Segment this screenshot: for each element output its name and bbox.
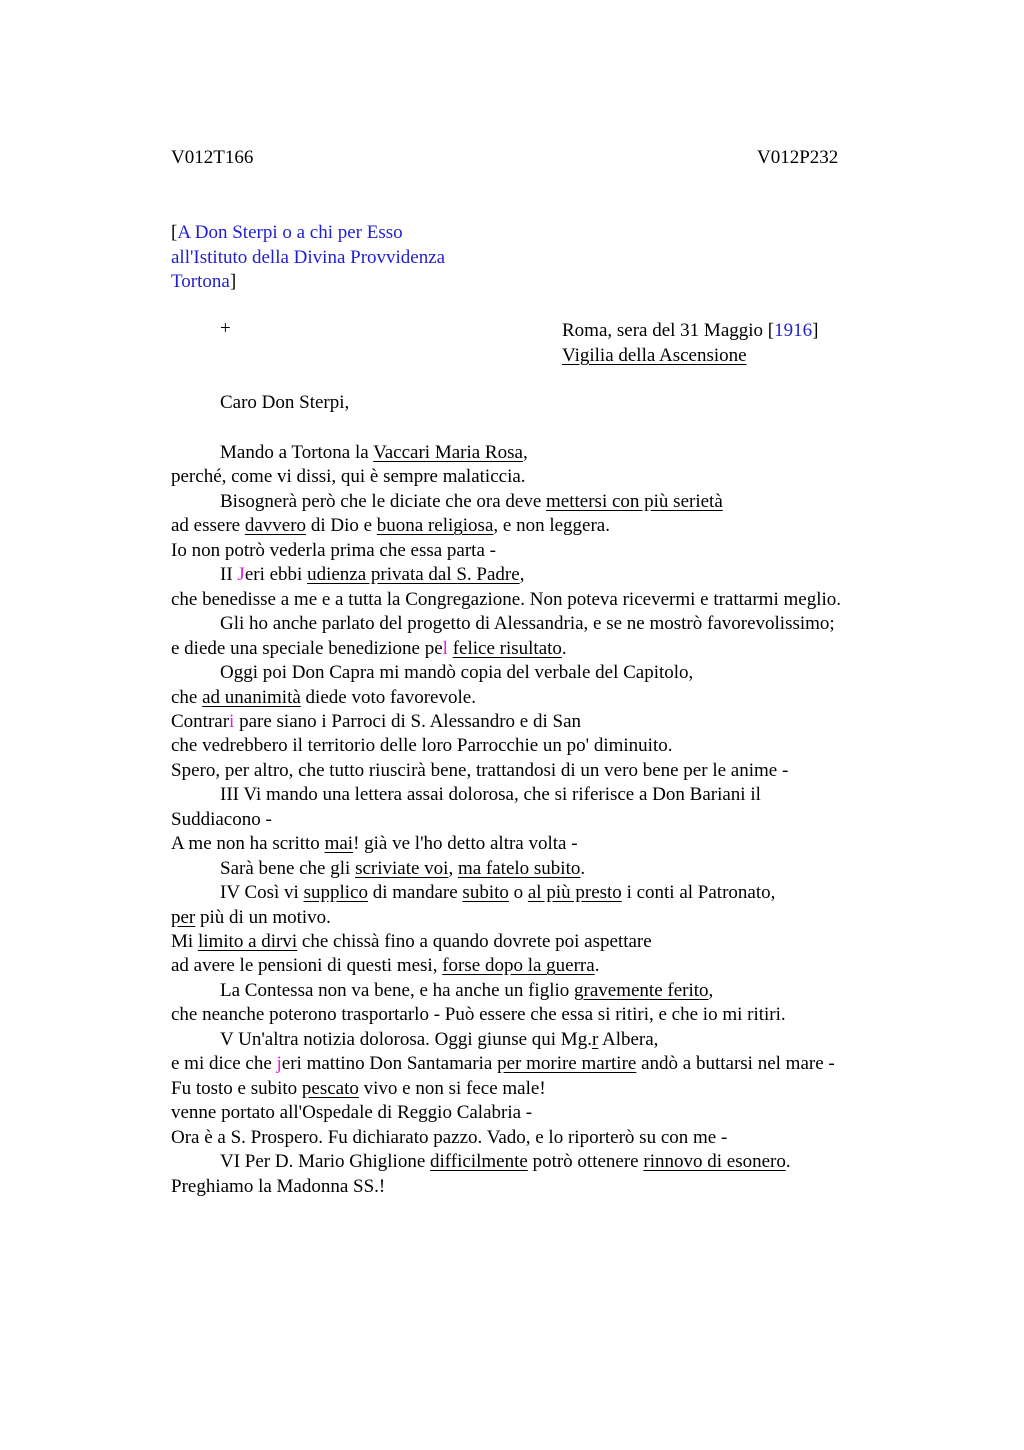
salutation: Caro Don Sterpi, <box>220 392 350 413</box>
annotation-mark: j <box>276 1053 282 1075</box>
cross-symbol: + <box>220 318 231 339</box>
underlined-text: difficilmente <box>430 1151 528 1173</box>
line-text: i conti al Patronato, <box>621 882 776 904</box>
line-text: , <box>708 979 714 1001</box>
letter-line <box>220 979 713 1003</box>
underlined-text: scriviate voi <box>355 857 449 879</box>
line-text: Albera, <box>598 1028 659 1050</box>
letter-line <box>171 734 673 758</box>
letter-line <box>171 588 841 612</box>
underlined-text: mai <box>324 833 354 855</box>
letter-line <box>220 441 528 465</box>
letter-line <box>220 661 693 685</box>
underlined-text: per <box>171 906 196 928</box>
letter-line <box>171 759 788 783</box>
underlined-text: gravemente ferito <box>574 979 709 1001</box>
letter-line <box>171 465 526 489</box>
line-text: Mando a Tortona la <box>220 442 374 463</box>
line-text: VI Per D. Mario Ghiglione <box>220 1151 431 1173</box>
line-text: V Un'altra notizia dolorosa. Oggi giunse qui Mg. <box>220 1028 592 1050</box>
letter-line <box>171 1003 786 1027</box>
line-text: IV Così vi <box>220 882 304 904</box>
letter-line <box>171 637 567 661</box>
line-text: che <box>171 686 203 708</box>
line-text: , e non leggera. <box>493 515 610 537</box>
letter-line <box>171 808 272 832</box>
address-block <box>171 221 445 295</box>
letter-line <box>220 881 775 905</box>
line-text: II <box>220 564 238 586</box>
line-text: vivo e non si fece male! <box>358 1077 546 1099</box>
letter-line <box>171 1052 835 1076</box>
underlined-text: felice risultato <box>452 637 562 659</box>
letter-line <box>171 1077 546 1101</box>
line-text: Mi <box>171 931 198 952</box>
line-text: La Contessa non va bene, e ha anche un figlio <box>220 979 575 1001</box>
address-line-3: Tortona <box>171 271 230 292</box>
line-text: Io non potrò vederla prima che essa parta - <box>171 539 496 561</box>
address-line-1: A Don Sterpi o a chi per Esso <box>177 222 403 243</box>
line-text: potrò ottenere <box>527 1151 644 1173</box>
line-text: andò a buttarsi nel mare - <box>636 1053 835 1075</box>
date-suffix: ] <box>812 320 819 341</box>
underlined-text: al più presto <box>527 882 622 904</box>
letter-line <box>171 539 496 563</box>
underlined-text: ad unanimità <box>202 686 301 708</box>
letter-line <box>220 783 761 807</box>
line-text: , <box>522 442 528 463</box>
line-text: che neanche poterono trasportarlo - Può essere che essa si ritiri, e che io mi ritiri. <box>171 1004 786 1026</box>
line-text: . <box>594 955 600 977</box>
line-text: e diede una speciale benedizione pe <box>171 637 443 659</box>
line-text: Fu tosto e subito <box>171 1077 302 1099</box>
letter-line <box>220 490 723 514</box>
line-text: ad avere le pensioni di questi mesi, <box>171 955 443 977</box>
letter-line <box>220 1028 658 1052</box>
line-text: di Dio e <box>306 515 377 537</box>
line-text: eri ebbi <box>244 564 308 586</box>
underlined-text: davvero <box>244 515 307 537</box>
line-text: diede voto favorevole. <box>300 686 476 708</box>
line-text: perché, come vi dissi, qui è sempre malaticcia. <box>171 466 526 488</box>
letter-line <box>171 1126 727 1150</box>
line-text: che vedrebbero il territorio delle loro Parrocchie un po' diminuito. <box>171 735 673 757</box>
line-text: . <box>580 857 586 879</box>
letter-line <box>171 906 331 930</box>
underlined-text: buona religiosa <box>376 515 494 537</box>
line-text: di mandare <box>367 882 463 904</box>
letter-line <box>171 710 581 734</box>
annotation-mark: l <box>442 637 448 659</box>
place-date <box>562 318 818 368</box>
annotation-mark: i <box>229 710 235 732</box>
line-text: . <box>561 637 567 659</box>
letter-line <box>220 1150 791 1174</box>
underlined-text: Vaccari Maria Rosa <box>373 442 523 463</box>
underlined-text: forse dopo la guerra <box>442 955 595 977</box>
line-text: A me non ha scritto <box>171 833 325 855</box>
address-open-bracket: [ <box>171 222 178 243</box>
letter-line <box>171 1101 532 1125</box>
annotation-mark: J <box>237 564 245 586</box>
line-text: Oggi poi Don Capra mi mandò copia del verbale del Capitolo, <box>220 662 694 684</box>
letter-line <box>171 686 476 710</box>
line-text: eri mattino Don Santamaria <box>281 1053 498 1075</box>
line-text: o <box>508 882 528 904</box>
document-code-right: V012P232 <box>757 147 839 168</box>
line-text: ad essere <box>171 515 245 537</box>
line-text: Preghiamo la Madonna SS.! <box>171 1175 386 1197</box>
line-text: ! già ve l'ho detto altra volta - <box>353 833 578 855</box>
underlined-text: supplico <box>303 882 368 904</box>
date-year: 1916 <box>774 320 813 341</box>
address-close-bracket: ] <box>229 271 237 292</box>
line-text: venne portato all'Ospedale di Reggio Calabria - <box>171 1102 533 1124</box>
letter-line <box>171 954 599 978</box>
line-text: III Vi mando una lettera assai dolorosa, che si riferisce a Don Bariani il <box>220 784 761 806</box>
letter-line <box>171 930 652 954</box>
line-text: Sarà bene che gli <box>220 857 356 879</box>
letter-line <box>220 612 835 636</box>
line-text: Gli ho anche parlato del progetto di Alessandria, e se ne mostrò favorevolissimo; <box>220 613 835 635</box>
letter-line <box>171 1175 385 1199</box>
line-text: pare siano i Parroci di S. Alessandro e di San <box>234 710 582 732</box>
underlined-text: subito <box>462 882 509 904</box>
line-text: che chissà fino a quando dovrete poi aspettare <box>297 931 652 952</box>
letter-line <box>220 857 585 881</box>
underlined-text: udienza privata dal S. Padre <box>307 564 520 586</box>
date-prefix: Roma, sera del 31 Maggio [ <box>562 320 775 341</box>
letter-line <box>171 832 578 856</box>
vigil-line: Vigilia della Ascensione <box>562 345 747 366</box>
line-text: che benedisse a me e a tutta la Congregazione. Non poteva ricevermi e trattarmi meglio. <box>171 588 842 610</box>
line-text: Contrar <box>171 710 230 732</box>
letter-line <box>171 514 610 538</box>
address-line-2: all'Istituto della Divina Provvidenza <box>171 246 446 268</box>
line-text: . <box>785 1151 791 1173</box>
line-text: Ora è a S. Prospero. Fu dichiarato pazzo. Vado, e lo riporterò su con me - <box>171 1126 728 1148</box>
line-text: , <box>519 564 525 586</box>
letter-line <box>220 563 524 587</box>
line-text: più di un motivo. <box>195 906 331 928</box>
line-text: Bisognerà però che le diciate che ora deve <box>220 490 547 512</box>
underlined-text: mettersi con più serietà <box>546 490 723 512</box>
underlined-text: pescato <box>301 1077 359 1099</box>
line-text: Suddiacono - <box>171 808 272 830</box>
underlined-text: rinnovo di esonero <box>643 1151 786 1173</box>
underlined-text: r <box>591 1028 599 1050</box>
line-text: e mi dice che <box>171 1053 277 1075</box>
underlined-text: per morire martire <box>497 1053 637 1075</box>
underlined-text: ma fatelo subito <box>457 857 581 879</box>
document-code-left: V012T166 <box>171 147 254 168</box>
line-text: Spero, per altro, che tutto riuscirà bene, trattandosi di un vero bene per le anime - <box>171 759 789 781</box>
line-text: , <box>448 857 458 879</box>
underlined-text: limito a dirvi <box>197 931 298 952</box>
